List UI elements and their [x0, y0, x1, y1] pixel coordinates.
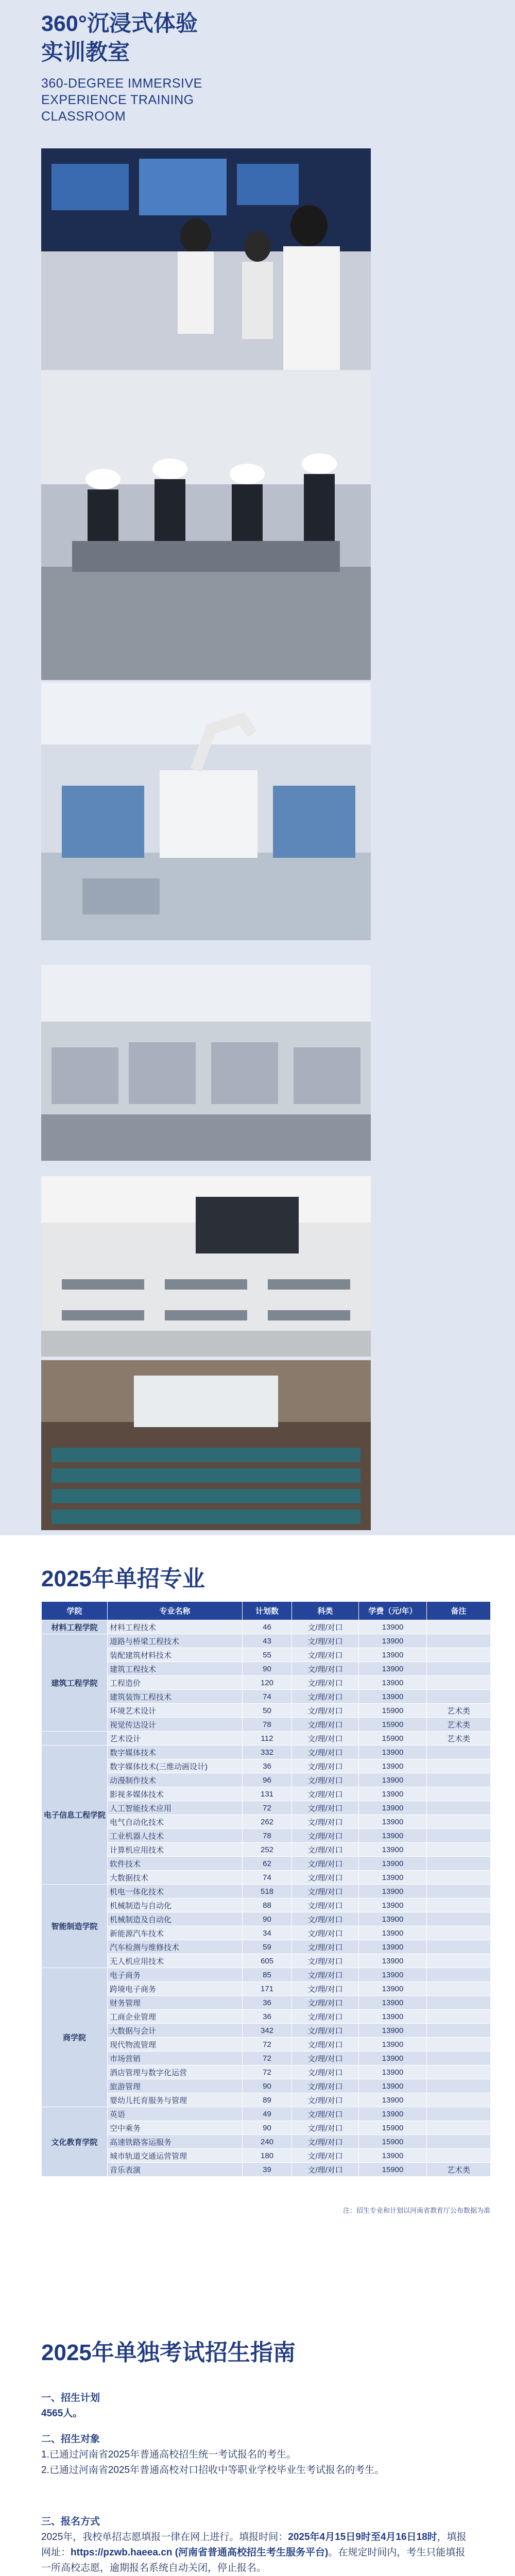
type-cell: 文/理/对口: [292, 1732, 359, 1745]
guide-section: [0, 2313, 515, 2576]
type-cell: 文/理/对口: [292, 1982, 359, 1996]
note-cell: [427, 1982, 491, 1996]
photo-students-hardhats: [41, 371, 371, 680]
training-title-line2: 实训教室: [41, 40, 130, 65]
table-row: [42, 1676, 491, 1690]
table-row: [42, 2052, 491, 2065]
plan-cell: 74: [243, 1690, 292, 1704]
plan-cell: 36: [243, 2010, 292, 2024]
table-row: [42, 2149, 491, 2163]
table-row: [42, 1718, 491, 1732]
table-row: [42, 1732, 491, 1745]
type-cell: 文/理/对口: [292, 1899, 359, 1912]
guide-apply-text: [41, 2530, 474, 2576]
fee-cell: 13900: [359, 2038, 427, 2052]
note-cell: 艺术类: [427, 2163, 491, 2177]
type-cell: 文/理/对口: [292, 2038, 359, 2052]
photo-lecture-hall: [41, 1360, 371, 1530]
plan-cell: 36: [243, 1996, 292, 2010]
fee-cell: 13900: [359, 1968, 427, 1982]
major-name-cell: 英语: [108, 2107, 243, 2121]
note-cell: [427, 1815, 491, 1829]
major-name-cell: 计算机应用技术: [108, 1843, 243, 1857]
table-row: [42, 2163, 491, 2177]
majors-note: 注：招生专业和计划以河南省教育厅公布数据为准: [342, 2207, 490, 2214]
type-cell: 文/理/对口: [292, 2093, 359, 2107]
table-row: [42, 2093, 491, 2107]
plan-cell: 74: [243, 1871, 292, 1885]
photo-students-screens: [41, 148, 371, 370]
table-row: [42, 2038, 491, 2052]
major-name-cell: 动漫制作技术: [108, 1773, 243, 1787]
type-cell: 文/理/对口: [292, 1801, 359, 1815]
major-name-cell: 旅游管理: [108, 2079, 243, 2093]
table-row: [42, 1954, 491, 1968]
plan-cell: 180: [243, 2149, 292, 2163]
note-cell: [427, 1899, 491, 1912]
college-cell: 材料工程学院: [42, 1620, 108, 1634]
major-name-cell: 汽车检测与维修技术: [108, 1940, 243, 1954]
type-cell: 文/理/对口: [292, 1634, 359, 1648]
major-name-cell: 财务管理: [108, 1996, 243, 2010]
plan-cell: 85: [243, 1968, 292, 1982]
fee-cell: 13900: [359, 1982, 427, 1996]
plan-cell: 240: [243, 2135, 292, 2149]
plan-cell: 120: [243, 1676, 292, 1690]
type-cell: 文/理/对口: [292, 1940, 359, 1954]
fee-cell: 13900: [359, 1899, 427, 1912]
table-row: [42, 1704, 491, 1718]
major-name-cell: 建筑工程技术: [108, 1662, 243, 1676]
type-cell: 文/理/对口: [292, 1871, 359, 1885]
type-cell: 文/理/对口: [292, 1773, 359, 1787]
table-row: [42, 1634, 491, 1648]
college-cell: 智能制造学院: [42, 1885, 108, 1968]
note-cell: [427, 1759, 491, 1773]
note-cell: [427, 1620, 491, 1634]
guide-apply-heading: 三、报名方式: [41, 2516, 100, 2527]
guide-plan: [41, 2391, 474, 2421]
note-cell: [427, 2038, 491, 2052]
table-row: [42, 1871, 491, 1885]
table-row: [42, 1620, 491, 1634]
training-subtitle-line2: EXPERIENCE TRAINING: [41, 93, 194, 107]
plan-cell: 518: [243, 1885, 292, 1899]
major-name-cell: 道路与桥梁工程技术: [108, 1634, 243, 1648]
type-cell: 文/理/对口: [292, 1662, 359, 1676]
table-row: [42, 1745, 491, 1759]
type-cell: 文/理/对口: [292, 1676, 359, 1690]
plan-cell: 34: [243, 1926, 292, 1940]
majors-section: [0, 1535, 515, 2313]
note-cell: [427, 1940, 491, 1954]
note-cell: [427, 1773, 491, 1787]
type-cell: 文/理/对口: [292, 2107, 359, 2121]
majors-header-note: 备注: [427, 1602, 491, 1620]
majors-title: 2025年单招专业: [41, 1566, 205, 1591]
plan-cell: 171: [243, 1982, 292, 1996]
fee-cell: 15900: [359, 1704, 427, 1718]
note-cell: [427, 1787, 491, 1801]
guide-apply: [41, 2514, 474, 2576]
note-cell: [427, 1634, 491, 1648]
major-name-cell: 高速铁路客运服务: [108, 2135, 243, 2149]
table-row: [42, 2107, 491, 2121]
fee-cell: 13900: [359, 1662, 427, 1676]
fee-cell: 13900: [359, 1676, 427, 1690]
plan-cell: 46: [243, 1620, 292, 1634]
training-title: [41, 9, 198, 67]
type-cell: 文/理/对口: [292, 1968, 359, 1982]
plan-cell: 90: [243, 1662, 292, 1676]
table-row: [42, 1857, 491, 1871]
note-cell: [427, 2149, 491, 2163]
note-cell: [427, 1871, 491, 1885]
note-cell: 艺术类: [427, 1732, 491, 1745]
plan-cell: 90: [243, 1912, 292, 1926]
major-name-cell: 软件技术: [108, 1857, 243, 1871]
majors-header-type: 科类: [292, 1602, 359, 1620]
table-row: [42, 1843, 491, 1857]
type-cell: 文/理/对口: [292, 2121, 359, 2135]
fee-cell: 13900: [359, 1996, 427, 2010]
majors-header-fee: 学费（元/年）: [359, 1602, 427, 1620]
table-row: [42, 1662, 491, 1676]
major-name-cell: 城市轨道交通运营管理: [108, 2149, 243, 2163]
table-row: [42, 2135, 491, 2149]
fee-cell: 15900: [359, 2163, 427, 2177]
major-name-cell: 机电一体化技术: [108, 1885, 243, 1899]
fee-cell: 13900: [359, 1690, 427, 1704]
note-cell: [427, 1912, 491, 1926]
table-row: [42, 1912, 491, 1926]
major-name-cell: 工业机器人技术: [108, 1829, 243, 1843]
fee-cell: 13900: [359, 1954, 427, 1968]
training-subtitle-line3: CLASSROOM: [41, 109, 126, 124]
note-cell: [427, 2024, 491, 2038]
note-cell: [427, 2135, 491, 2149]
major-name-cell: 无人机应用技术: [108, 1954, 243, 1968]
fee-cell: 13900: [359, 1620, 427, 1634]
plan-cell: 72: [243, 2065, 292, 2079]
plan-cell: 49: [243, 2107, 292, 2121]
plan-cell: 43: [243, 1634, 292, 1648]
guide-apply-text-c: ，填报网址：: [41, 2532, 467, 2558]
major-name-cell: 影视多媒体技术: [108, 1787, 243, 1801]
table-row: [42, 1940, 491, 1954]
training-title-line1: 360°沉浸式体验: [41, 11, 198, 36]
training-subtitle-line1: 360-DEGREE IMMERSIVE: [41, 76, 202, 91]
plan-cell: 72: [243, 2038, 292, 2052]
fee-cell: 13900: [359, 2010, 427, 2024]
type-cell: 文/理/对口: [292, 1704, 359, 1718]
plan-cell: 72: [243, 2052, 292, 2065]
guide-plan-value: 4565人。: [41, 2408, 83, 2419]
type-cell: 文/理/对口: [292, 2024, 359, 2038]
major-name-cell: 装配建筑材料技术: [108, 1648, 243, 1662]
guide-target-p2: 2.已通过河南省2025年普通高校对口招收中等职业学校毕业生考试报名的考生。: [41, 2465, 385, 2476]
fee-cell: 13900: [359, 2024, 427, 2038]
plan-cell: 89: [243, 2093, 292, 2107]
type-cell: 文/理/对口: [292, 1690, 359, 1704]
plan-cell: 131: [243, 1787, 292, 1801]
photo-workshop: [41, 965, 371, 1161]
type-cell: 文/理/对口: [292, 1954, 359, 1968]
type-cell: 文/理/对口: [292, 1815, 359, 1829]
note-cell: [427, 1662, 491, 1676]
college-cell: 电子信息工程学院: [42, 1745, 108, 1885]
fee-cell: 13900: [359, 1912, 427, 1926]
major-name-cell: 现代物流管理: [108, 2038, 243, 2052]
fee-cell: 13900: [359, 1843, 427, 1857]
table-row: [42, 2065, 491, 2079]
major-name-cell: 环境艺术设计: [108, 1704, 243, 1718]
fee-cell: 13900: [359, 2093, 427, 2107]
fee-cell: 13900: [359, 1745, 427, 1759]
plan-cell: 332: [243, 1745, 292, 1759]
table-row: [42, 1787, 491, 1801]
table-row: [42, 1773, 491, 1787]
note-cell: [427, 1926, 491, 1940]
fee-cell: 13900: [359, 1648, 427, 1662]
fee-cell: 13900: [359, 1787, 427, 1801]
major-name-cell: 跨境电子商务: [108, 1982, 243, 1996]
major-name-cell: 工程造价: [108, 1676, 243, 1690]
type-cell: 文/理/对口: [292, 2010, 359, 2024]
college-cell: 商学院: [42, 1968, 108, 2107]
plan-cell: 36: [243, 1759, 292, 1773]
note-cell: [427, 1829, 491, 1843]
table-row: [42, 2121, 491, 2135]
plan-cell: 55: [243, 1648, 292, 1662]
major-name-cell: 音乐表演: [108, 2163, 243, 2177]
college-cell: 文化教育学院: [42, 2107, 108, 2177]
type-cell: 文/理/对口: [292, 1885, 359, 1899]
table-row: [42, 1801, 491, 1815]
majors-header-row: [42, 1602, 491, 1620]
table-row: [42, 1996, 491, 2010]
type-cell: 文/理/对口: [292, 1926, 359, 1940]
major-name-cell: 大数据技术: [108, 1871, 243, 1885]
major-name-cell: 空中乘务: [108, 2121, 243, 2135]
type-cell: 文/理/对口: [292, 1843, 359, 1857]
fee-cell: 15900: [359, 2121, 427, 2135]
plan-cell: 90: [243, 2121, 292, 2135]
major-name-cell: 工商企业管理: [108, 2010, 243, 2024]
plan-cell: 342: [243, 2024, 292, 2038]
type-cell: 文/理/对口: [292, 2065, 359, 2079]
type-cell: 文/理/对口: [292, 2079, 359, 2093]
table-row: [42, 1759, 491, 1773]
majors-header-plan: 计划数: [243, 1602, 292, 1620]
major-name-cell: 材料工程技术: [108, 1620, 243, 1634]
major-name-cell: 新能源汽车技术: [108, 1926, 243, 1940]
table-row: [42, 1926, 491, 1940]
table-row: [42, 1648, 491, 1662]
type-cell: 文/理/对口: [292, 1718, 359, 1732]
plan-cell: 90: [243, 2079, 292, 2093]
table-row: [42, 1968, 491, 1982]
note-cell: [427, 2093, 491, 2107]
table-row: [42, 2079, 491, 2093]
fee-cell: 13900: [359, 2079, 427, 2093]
table-row: [42, 1982, 491, 1996]
table-row: [42, 1829, 491, 1843]
major-name-cell: 建筑装饰工程技术: [108, 1690, 243, 1704]
table-row: [42, 1885, 491, 1899]
fee-cell: 13900: [359, 1940, 427, 1954]
type-cell: 文/理/对口: [292, 1745, 359, 1759]
fee-cell: 13900: [359, 2065, 427, 2079]
note-cell: [427, 2065, 491, 2079]
plan-cell: 78: [243, 1829, 292, 1843]
note-cell: [427, 2079, 491, 2093]
fee-cell: 13900: [359, 1773, 427, 1787]
note-cell: [427, 1648, 491, 1662]
fee-cell: 13900: [359, 1871, 427, 1885]
plan-cell: 605: [243, 1954, 292, 1968]
fee-cell: 15900: [359, 1732, 427, 1745]
type-cell: 文/理/对口: [292, 1787, 359, 1801]
major-name-cell: 机械制造与自动化: [108, 1899, 243, 1912]
note-cell: [427, 2010, 491, 2024]
guide-apply-text-a: 2025年，我校单招志愿填报一律在网上进行。填报时间：: [41, 2532, 288, 2543]
table-row: [42, 2010, 491, 2024]
table-row: [42, 1690, 491, 1704]
guide-apply-url[interactable]: https://pzwb.haeea.cn (河南省普通高校招生考生服务平台): [71, 2547, 329, 2558]
guide-target-heading: 二、招生对象: [41, 2434, 100, 2445]
photo-robot-arm-lab: [41, 683, 371, 940]
fee-cell: 13900: [359, 2149, 427, 2163]
fee-cell: 13900: [359, 1634, 427, 1648]
college-cell: [42, 1732, 108, 1745]
plan-cell: 72: [243, 1801, 292, 1815]
plan-cell: 262: [243, 1815, 292, 1829]
plan-cell: 50: [243, 1704, 292, 1718]
majors-header-name: 专业名称: [108, 1602, 243, 1620]
major-name-cell: 数字媒体技术: [108, 1745, 243, 1759]
major-name-cell: 艺术设计: [108, 1732, 243, 1745]
type-cell: 文/理/对口: [292, 2163, 359, 2177]
fee-cell: 13900: [359, 1801, 427, 1815]
fee-cell: 13900: [359, 1759, 427, 1773]
guide-title: 2025年单独考试招生指南: [41, 2340, 296, 2365]
plan-cell: 96: [243, 1773, 292, 1787]
major-name-cell: 酒店管理与数字化运营: [108, 2065, 243, 2079]
major-name-cell: 视觉传达设计: [108, 1718, 243, 1732]
fee-cell: 13900: [359, 1829, 427, 1843]
fee-cell: 13900: [359, 1885, 427, 1899]
guide-target: [41, 2432, 474, 2478]
note-cell: [427, 2121, 491, 2135]
type-cell: 文/理/对口: [292, 1912, 359, 1926]
plan-cell: 88: [243, 1899, 292, 1912]
type-cell: 文/理/对口: [292, 2149, 359, 2163]
table-row: [42, 2024, 491, 2038]
note-cell: [427, 1885, 491, 1899]
plan-cell: 39: [243, 2163, 292, 2177]
fee-cell: 13900: [359, 1926, 427, 1940]
plan-cell: 59: [243, 1940, 292, 1954]
guide-plan-heading: 一、招生计划: [41, 2393, 100, 2403]
plan-cell: 78: [243, 1718, 292, 1732]
majors-table: [41, 1601, 491, 2177]
type-cell: 文/理/对口: [292, 1759, 359, 1773]
table-row: [42, 1899, 491, 1912]
training-subtitle: [41, 75, 202, 125]
type-cell: 文/理/对口: [292, 1829, 359, 1843]
note-cell: [427, 1676, 491, 1690]
plan-cell: 252: [243, 1843, 292, 1857]
college-cell: 建筑工程学院: [42, 1634, 108, 1732]
note-cell: [427, 1968, 491, 1982]
fee-cell: 15900: [359, 2135, 427, 2149]
guide-target-p1: 1.已通过河南省2025年普通高校招生统一考试报名的考生。: [41, 2449, 297, 2460]
note-cell: [427, 1801, 491, 1815]
fee-cell: 15900: [359, 1718, 427, 1732]
note-cell: [427, 2052, 491, 2065]
fee-cell: 13900: [359, 1815, 427, 1829]
majors-table-body: [42, 1620, 491, 2177]
note-cell: [427, 1857, 491, 1871]
major-name-cell: 市场营销: [108, 2052, 243, 2065]
type-cell: 文/理/对口: [292, 2052, 359, 2065]
fee-cell: 13900: [359, 1857, 427, 1871]
major-name-cell: 电气自动化技术: [108, 1815, 243, 1829]
note-cell: [427, 1745, 491, 1759]
note-cell: [427, 1843, 491, 1857]
major-name-cell: 电子商务: [108, 1968, 243, 1982]
majors-header-college: 学院: [42, 1602, 108, 1620]
major-name-cell: 机械制造及自动化: [108, 1912, 243, 1926]
plan-cell: 112: [243, 1732, 292, 1745]
note-cell: [427, 1954, 491, 1968]
major-name-cell: 婴幼儿托育服务与管理: [108, 2093, 243, 2107]
type-cell: 文/理/对口: [292, 1996, 359, 2010]
note-cell: [427, 2107, 491, 2121]
type-cell: 文/理/对口: [292, 1648, 359, 1662]
major-name-cell: 数字媒体技术(三维动画设计): [108, 1759, 243, 1773]
note-cell: [427, 1996, 491, 2010]
type-cell: 文/理/对口: [292, 2135, 359, 2149]
note-cell: 艺术类: [427, 1704, 491, 1718]
note-cell: [427, 1690, 491, 1704]
type-cell: 文/理/对口: [292, 1620, 359, 1634]
photo-classroom: [41, 1176, 371, 1357]
note-cell: 艺术类: [427, 1718, 491, 1732]
plan-cell: 62: [243, 1857, 292, 1871]
table-row: [42, 1815, 491, 1829]
major-name-cell: 人工智能技术应用: [108, 1801, 243, 1815]
guide-apply-time: 2025年4月15日9时至4月16日18时: [288, 2532, 437, 2543]
guide-apply-text-e: 。在规定时间内，考生只能填报一所高校志愿，逾期报名系统自动关闭，停止报名。: [41, 2547, 466, 2573]
fee-cell: 13900: [359, 2107, 427, 2121]
type-cell: 文/理/对口: [292, 1857, 359, 1871]
major-name-cell: 大数据与会计: [108, 2024, 243, 2038]
fee-cell: 13900: [359, 2052, 427, 2065]
